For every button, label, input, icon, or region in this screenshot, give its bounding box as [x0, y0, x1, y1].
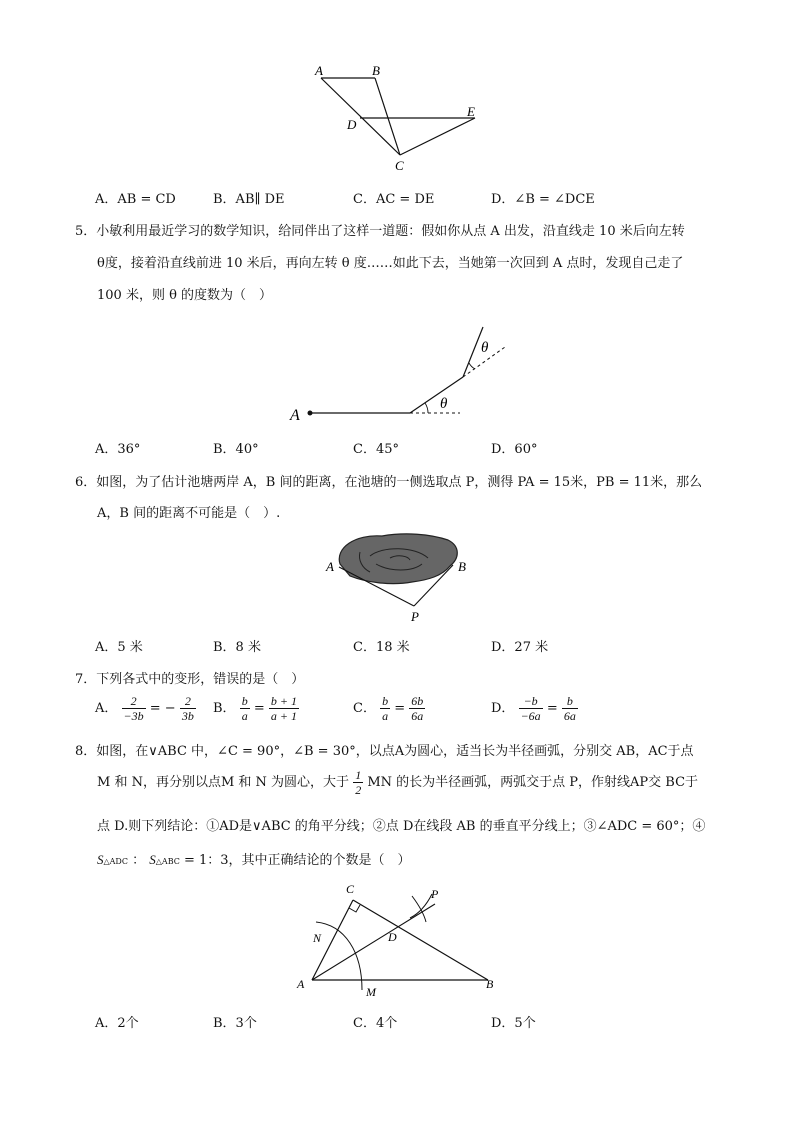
q5-option-d[interactable]: D．60° — [491, 442, 538, 457]
q8-label-m: M — [366, 985, 376, 999]
q8-area-s2: S — [149, 852, 156, 867]
q8-stem-line3: 点 D.则下列结论：①AD是∨ABC 的角平分线；②点 D在线段 AB 的垂直平分线上；③∠ADC = 60°；④ — [97, 819, 706, 834]
q4-label-d: D — [347, 117, 357, 132]
q7-stem: 7．下列各式中的变形，错误的是（ ） — [75, 672, 305, 687]
q7-c-right-fraction: $\frac{6b}{6a}$ — [411, 694, 424, 723]
q8-stem-line1: 8．如图，在∨ABC 中，∠C = 90°，∠B = 30°，以点A为圆心，适当长为半径画弧，分别交 AB，AC于点 — [75, 744, 694, 759]
q5-label-a: A — [290, 407, 300, 424]
q6-option-b[interactable]: B．8 米 — [213, 640, 261, 655]
q6-stem-line1: 6．如图，为了估计池塘两岸 A，B 间的距离，在池塘的一侧选取点 P，测得 PA = 15米，PB = 11米，那么 — [75, 475, 703, 490]
q7-b-label: B． — [213, 701, 236, 716]
q5-option-c[interactable]: C．45° — [353, 442, 399, 457]
q7-a-left-fraction: $\frac{2}{-3b}$ — [123, 694, 144, 723]
q4-option-a[interactable]: A．AB = CD — [95, 192, 176, 207]
q7-d-right-fraction: $\frac{b}{6a}$ — [563, 694, 576, 723]
q8-area-sep: ： — [132, 853, 146, 868]
q8-line2-part1: M 和 N，再分别以点M 和 N 为圆心，大于 — [97, 775, 350, 790]
q8-label-p: P — [431, 887, 439, 901]
q4-label-c: C — [395, 158, 404, 173]
q5-option-b[interactable]: B．40° — [213, 442, 259, 457]
q7-d-equals: = — [546, 701, 558, 716]
q4-option-b[interactable]: B．AB∥ DE — [213, 192, 285, 207]
q8-stem-line2 — [97, 768, 698, 797]
q8-area-sub2: △ABC — [155, 857, 180, 866]
q6-option-c[interactable]: C．18 米 — [353, 640, 410, 655]
q6-label-b: B — [458, 559, 466, 574]
q7-a-equals: = − — [149, 701, 176, 716]
q7-a-label: A． — [95, 701, 118, 716]
q6-option-a[interactable]: A．5 米 — [95, 640, 143, 655]
q7-c-label: C． — [353, 701, 376, 716]
q8-label-a: A — [297, 977, 305, 991]
q6-label-a: A — [326, 559, 334, 574]
q8-option-d[interactable]: D．5个 — [491, 1016, 536, 1031]
q4-label-b: B — [372, 63, 380, 78]
q7-b-right-fraction: $\frac{b + 1}{a + 1}$ — [270, 694, 297, 723]
q4-label-e: E — [467, 104, 475, 119]
q8-stem-line4 — [97, 849, 411, 868]
q5-stem-line3: 100 米，则 θ 的度数为（ ） — [97, 288, 273, 303]
q8-line2-part2: MN 的长为半径画弧，两弧交于点 P，作射线AP交 BC于 — [367, 775, 699, 790]
q8-option-c[interactable]: C．4个 — [353, 1016, 398, 1031]
q6-label-p: P — [411, 609, 419, 624]
q4-label-a: A — [315, 63, 323, 78]
q8-figure — [290, 880, 510, 1000]
q5-label-theta2: θ — [481, 340, 489, 356]
q7-c-left-fraction: $\frac{b}{a}$ — [382, 694, 389, 723]
q5-stem-line1: 5．小敏利用最近学习的数学知识，给同伴出了这样一道题：假如你从点 A 出发，沿直线走 10 米后向左转 — [75, 224, 685, 239]
q4-option-d[interactable]: D．∠B = ∠DCE — [491, 192, 595, 207]
q7-option-a[interactable] — [95, 694, 196, 723]
q5-figure — [285, 322, 515, 427]
q7-option-b[interactable] — [213, 694, 299, 723]
q8-option-b[interactable]: B．3个 — [213, 1016, 257, 1031]
q4-option-c[interactable]: C．AC = DE — [353, 192, 435, 207]
q5-label-theta1: θ — [440, 396, 448, 412]
q6-figure — [320, 528, 480, 628]
q7-d-left-fraction: $\frac{-b}{-6a}$ — [520, 694, 541, 723]
q7-option-c[interactable] — [353, 694, 425, 723]
q4-figure — [310, 62, 490, 177]
q7-b-left-fraction: $\frac{b}{a}$ — [241, 694, 248, 723]
q5-stem-line2: θ度，接着沿直线前进 10 米后，再向左转 θ 度……如此下去，当她第一次回到 A 点时，发现自己走了 — [97, 256, 684, 271]
q8-option-a[interactable]: A．2个 — [95, 1016, 139, 1031]
q8-area-sub1: △ADC — [103, 857, 128, 866]
q7-b-equals: = — [253, 701, 265, 716]
q8-label-b: B — [486, 977, 494, 991]
q7-c-equals: = — [394, 701, 406, 716]
q7-option-d[interactable] — [491, 694, 578, 723]
q6-stem-line2: A，B 间的距离不可能是（ ）. — [97, 506, 281, 521]
q8-label-d: D — [388, 930, 397, 944]
q8-area-s1: S — [97, 852, 104, 867]
q8-label-c: C — [346, 882, 355, 896]
q7-d-label: D． — [491, 701, 515, 716]
q7-a-right-fraction: $\frac{2}{3b}$ — [181, 694, 194, 723]
q5-option-a[interactable]: A．36° — [95, 442, 141, 457]
q8-label-n: N — [313, 931, 322, 945]
q6-option-d[interactable]: D．27 米 — [491, 640, 549, 655]
q8-half-fraction: $\frac{1}{2}$ — [355, 768, 362, 797]
q8-area-rest: = 1：3，其中正确结论的个数是（ ） — [183, 853, 411, 868]
